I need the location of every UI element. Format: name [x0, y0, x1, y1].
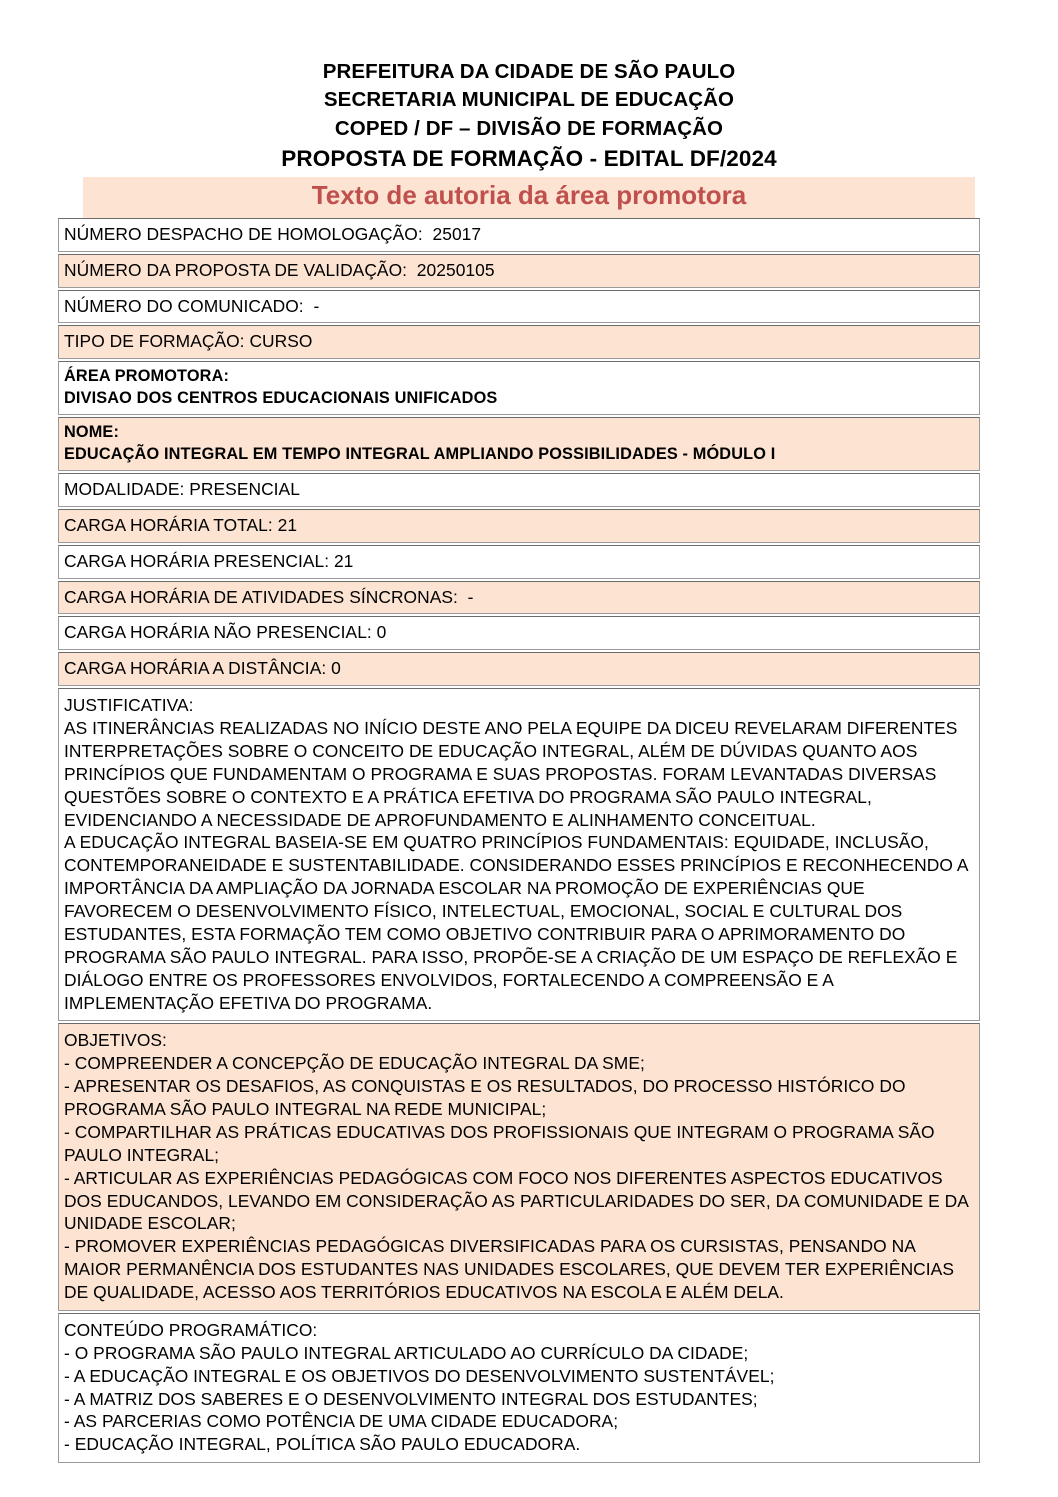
document-header [0, 0, 1058, 174]
carga-horaria-total-text: CARGA HORÁRIA TOTAL: 21 [64, 514, 298, 535]
row-carga-horaria-nao-presencial [58, 616, 980, 650]
objetivos-item: - APRESENTAR OS DESAFIOS, AS CONQUISTAS E OS RESULTADOS, DO PROCESSO HISTÓRICO DO PROGRAMA SÃO PAULO INTEGRAL NA REDE MUNICIPAL; [64, 1076, 911, 1120]
objetivos-label: OBJETIVOS: [64, 1030, 167, 1051]
row-area-promotora [58, 361, 980, 415]
header-line-secretaria: SECRETARIA MUNICIPAL DE EDUCAÇÃO [323, 88, 735, 112]
header-line-prefeitura: PREFEITURA DA CIDADE DE SÃO PAULO [322, 60, 736, 83]
row-objetivos [58, 1023, 980, 1311]
row-carga-horaria-distancia [58, 652, 980, 686]
numero-comunicado-text: NÚMERO DO COMUNICADO: - [64, 295, 320, 316]
conteudo-item: - AS PARCERIAS COMO POTÊNCIA DE UMA CIDADE EDUCADORA; [64, 1411, 619, 1432]
objetivos-item: - COMPARTILHAR AS PRÁTICAS EDUCATIVAS DOS PROFISSIONAIS QUE INTEGRAM O PROGRAMA SÃO PAULO INTEGRAL; [64, 1121, 940, 1165]
carga-horaria-sincronas-text: CARGA HORÁRIA DE ATIVIDADES SÍNCRONAS: - [64, 586, 474, 607]
justificativa-label: JUSTIFICATIVA: [64, 695, 194, 716]
justificativa-paragraph-1: AS ITINERÂNCIAS REALIZADAS NO INÍCIO DESTE ANO PELA EQUIPE DA DICEU REVELARAM DIFERENTES INTERPRETAÇÕES SOBRE O CONCEITO DE EDUCAÇÃO INTEGRAL, ALÉM DE DÚVIDAS QUANTO AOS PRINCÍPIOS QUE FUNDAMENTAM O PROGRAMA E SUAS PROPOSTAS. FORAM LEVANTADAS DIVERSAS QUESTÕES SOBRE O CONTEXTO E A PRÁTICA EFETIVA DO PROGRAMA SÃO PAULO INTEGRAL, EVIDENCIANDO A NECESSIDADE DE APROFUNDAMENTO E ALINHAMENTO CONCEITUAL. [64, 718, 963, 830]
conteudo-item: - A EDUCAÇÃO INTEGRAL E OS OBJETIVOS DO DESENVOLVIMENTO SUSTENTÁVEL; [64, 1365, 775, 1386]
tipo-formacao-text: TIPO DE FORMAÇÃO: CURSO [64, 331, 313, 352]
proposta-table [58, 218, 980, 1463]
objetivos-item: - ARTICULAR AS EXPERIÊNCIAS PEDAGÓGICAS COM FOCO NOS DIFERENTES ASPECTOS EDUCATIVOS DOS EDUCANDOS, LEVANDO EM CONSIDERAÇÃO AS PARTICULARIDADES DO SER, DA COMUNIDADE E DA UNIDADE ESCOLAR; [64, 1167, 973, 1234]
numero-despacho-text: NÚMERO DESPACHO DE HOMOLOGAÇÃO: 25017 [64, 223, 482, 244]
numero-proposta-validacao-text: NÚMERO DA PROPOSTA DE VALIDAÇÃO: 20250105 [64, 259, 495, 280]
objetivos-item: - COMPREENDER A CONCEPÇÃO DE EDUCAÇÃO INTEGRAL DA SME; [64, 1053, 645, 1074]
justificativa-paragraph-2: A EDUCAÇÃO INTEGRAL BASEIA-SE EM QUATRO PRINCÍPIOS FUNDAMENTAIS: EQUIDADE, INCLUSÃO, CONTEMPORANEIDADE E SUSTENTABILIDADE. CONSIDERANDO ESSES PRINCÍPIOS E RECONHECENDO A IMPORTÂNCIA DA AMPLIAÇÃO DA JORNADA ESCOLAR NA PROMOÇÃO DE EXPERIÊNCIAS QUE FAVORECEM O DESENVOLVIMENTO FÍSICO, INTELECTUAL, EMOCIONAL, SOCIAL E CULTURAL DOS ESTUDANTES, ESTA FORMAÇÃO TEM COMO OBJETIVO CONTRIBUIR PARA O APRIMORAMENTO DO PROGRAMA SÃO PAULO INTEGRAL. PARA ISSO, PROPÕE-SE A CRIAÇÃO DE UM ESPAÇO DE REFLEXÃO E DIÁLOGO ENTRE OS PROFESSORES ENVOLVIDOS, FORTALECENDO A COMPREENSÃO E A IMPLEMENTAÇÃO EFETIVA DO PROGRAMA. [64, 832, 973, 1013]
area-promotora-label: ÁREA PROMOTORA: [64, 367, 230, 386]
carga-horaria-distancia-text: CARGA HORÁRIA A DISTÂNCIA: 0 [64, 658, 341, 679]
conteudo-item: - O PROGRAMA SÃO PAULO INTEGRAL ARTICULADO AO CURRÍCULO DA CIDADE; [64, 1342, 749, 1363]
row-nome [58, 417, 980, 471]
modalidade-text: MODALIDADE: PRESENCIAL [64, 478, 300, 499]
row-numero-comunicado [58, 290, 980, 324]
row-carga-horaria-sincronas [58, 581, 980, 615]
row-carga-horaria-total [58, 509, 980, 543]
conteudo-label: CONTEÚDO PROGRAMÁTICO: [64, 1319, 318, 1340]
header-line-proposta: PROPOSTA DE FORMAÇÃO - EDITAL DF/2024 [281, 145, 777, 171]
row-conteudo-programatico [58, 1313, 980, 1463]
area-promotora-value: DIVISAO DOS CENTROS EDUCACIONAIS UNIFICADOS [64, 388, 498, 407]
row-justificativa [58, 688, 980, 1021]
header-line-coped: COPED / DF – DIVISÃO DE FORMAÇÃO [334, 116, 724, 140]
conteudo-item: - A MATRIZ DOS SABERES E O DESENVOLVIMENTO INTEGRAL DOS ESTUDANTES; [64, 1388, 758, 1409]
nome-value: EDUCAÇÃO INTEGRAL EM TEMPO INTEGRAL AMPLIANDO POSSIBILIDADES - MÓDULO I [64, 444, 776, 463]
row-carga-horaria-presencial [58, 545, 980, 579]
banner-texto-autoria [83, 177, 975, 218]
banner-label: Texto de autoria da área promotora [311, 179, 747, 210]
row-tipo-formacao [58, 325, 980, 359]
carga-horaria-nao-presencial-text: CARGA HORÁRIA NÃO PRESENCIAL: 0 [64, 622, 387, 643]
row-modalidade [58, 473, 980, 507]
row-numero-proposta-validacao [58, 254, 980, 288]
carga-horaria-presencial-text: CARGA HORÁRIA PRESENCIAL: 21 [64, 550, 354, 571]
conteudo-item: - EDUCAÇÃO INTEGRAL, POLÍTICA SÃO PAULO EDUCADORA. [64, 1434, 581, 1455]
row-numero-despacho [58, 218, 980, 252]
objetivos-item: - PROMOVER EXPERIÊNCIAS PEDAGÓGICAS DIVERSIFICADAS PARA OS CURSISTAS, PENSANDO NA MAIOR PERMANÊNCIA DOS ESTUDANTES NAS UNIDADES ESCOLARES, QUE DEVEM TER EXPERIÊNCIAS DE QUALIDADE, ACESSO AOS TERRITÓRIOS EDUCATIVOS NA ESCOLA E ALÉM DELA. [64, 1236, 959, 1303]
nome-label: NOME: [64, 423, 120, 442]
